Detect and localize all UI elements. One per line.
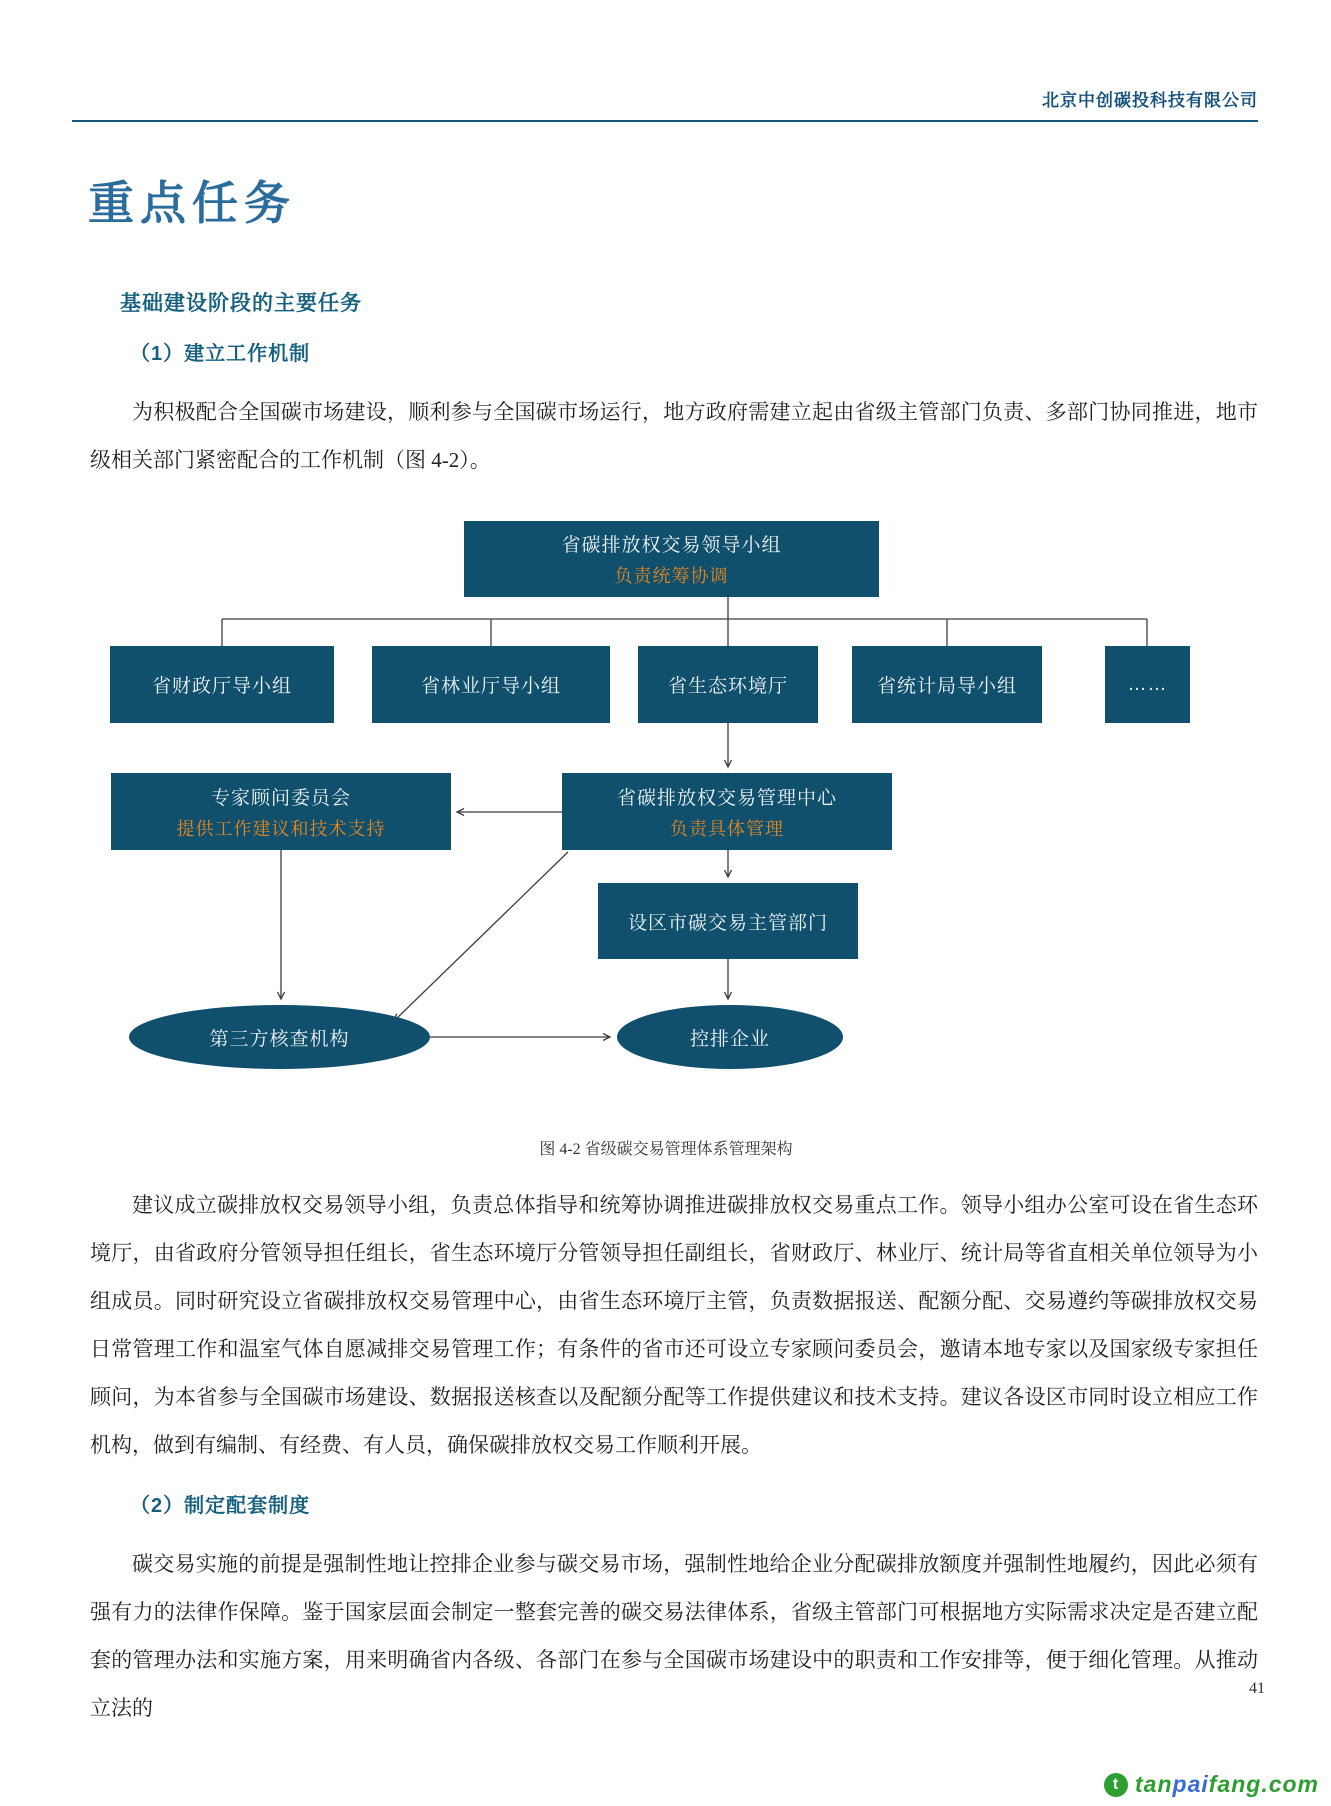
node-third-party-verifier-label: 第三方核查机构 bbox=[209, 1028, 350, 1050]
node-statistics-bureau-label: 省统计局导小组 bbox=[876, 676, 1017, 698]
node-city-authority-label: 设区市碳交易主管部门 bbox=[627, 912, 828, 934]
node-leading-group-subtitle: 负责统筹协调 bbox=[614, 566, 729, 587]
watermark-part-fang: fang bbox=[1208, 1771, 1262, 1797]
node-trading-center bbox=[562, 773, 892, 850]
body-paragraph-1: 为积极配合全国碳市场建设，顺利参与全国碳市场运行，地方政府需建立起由省级主管部门负责、多部门协同推进，地市级相关部门紧密配合的工作机制（图 4-2）。 bbox=[90, 400, 1258, 473]
node-leading-group bbox=[464, 521, 879, 597]
node-expert-committee bbox=[111, 773, 451, 850]
node-expert-committee-title: 专家顾问委员会 bbox=[210, 787, 351, 809]
watermark-part-com: .com bbox=[1261, 1771, 1319, 1797]
node-forestry-dept-label: 省林业厅导小组 bbox=[420, 676, 561, 698]
node-ellipsis-others-label: …… bbox=[1127, 673, 1168, 695]
org-chart-canvas bbox=[82, 518, 1250, 1080]
arrow-center-to-verifier-diagonal bbox=[394, 852, 568, 1021]
body-paragraph-3: 碳交易实施的前提是强制性地让控排企业参与碳交易市场，强制性地给企业分配碳排放额度并强制性地履约，因此必须有强有力的法律作保障。鉴于国家层面会制定一整套完善的碳交易法律体系，省级主管部门可根据地方实际需求决定是否建立配套的管理办法和实施方案，用来明确省内各级、各部门在参与全国碳市场建设中的职责和工作安排等，便于细化管理。从推动立法的 bbox=[90, 1552, 1258, 1721]
node-ecology-dept-label: 省生态环境厅 bbox=[667, 676, 788, 698]
tanpaifang-logo-icon: t bbox=[1104, 1773, 1128, 1797]
node-ellipsis-others bbox=[1105, 646, 1190, 723]
watermark-part-pai: pai bbox=[1172, 1771, 1209, 1797]
node-controlled-enterprise bbox=[617, 1005, 843, 1069]
node-ecology-dept bbox=[638, 646, 818, 723]
node-leading-group-title: 省碳排放权交易领导小组 bbox=[561, 535, 782, 557]
node-finance-dept bbox=[110, 646, 334, 723]
node-trading-center-subtitle: 负责具体管理 bbox=[670, 818, 784, 839]
node-trading-center-title: 省碳排放权交易管理中心 bbox=[616, 787, 837, 809]
header-rule bbox=[72, 120, 1258, 122]
page-header bbox=[0, 0, 1331, 122]
node-statistics-bureau bbox=[852, 646, 1042, 723]
watermark-text bbox=[1135, 1771, 1319, 1798]
node-finance-dept-label: 省财政厅导小组 bbox=[151, 676, 292, 698]
watermark-part-tan: tan bbox=[1135, 1771, 1173, 1797]
tanpaifang-watermark[interactable] bbox=[1104, 1771, 1319, 1798]
node-third-party-verifier bbox=[129, 1005, 430, 1069]
section-heading: 基础建设阶段的主要任务 bbox=[120, 292, 362, 316]
body-paragraph-2: 建议成立碳排放权交易领导小组，负责总体指导和统筹协调推进碳排放权交易重点工作。领导小组办公室可设在省生态环境厅，由省政府分管领导担任组长，省生态环境厅分管领导担任副组长，省财政厅、林业厅、统计局等省直相关单位领导为小组成员。同时研究设立省碳排放权交易管理中心，由省生态环境厅主管，负责数据报送、配额分配、交易遵约等碳排放权交易日常管理工作和温室气体自愿减排交易管理工作；有条件的省市还可设立专家顾问委员会，邀请本地专家以及国家级专家担任顾问，为本省参与全国碳市场建设、数据报送核查以及配额分配等工作提供建议和技术支持。建议各设区市同时设立相应工作机构，做到有编制、有经费、有人员，确保碳排放权交易工作顺利开展。 bbox=[90, 1193, 1258, 1458]
figure-caption: 图 4-2 省级碳交易管理体系管理架构 bbox=[539, 1141, 793, 1159]
subsection-2-heading: （2）制定配套制度 bbox=[130, 1495, 311, 1518]
org-chart-figure bbox=[82, 518, 1250, 1159]
node-expert-committee-subtitle: 提供工作建议和技术支持 bbox=[176, 818, 386, 839]
page-title: 重点任务 bbox=[88, 178, 296, 229]
node-city-authority bbox=[598, 883, 858, 959]
subsection-1-heading: （1）建立工作机制 bbox=[130, 343, 311, 366]
page-number: 41 bbox=[1249, 1680, 1265, 1697]
node-forestry-dept bbox=[372, 646, 610, 723]
node-controlled-enterprise-label: 控排企业 bbox=[689, 1028, 770, 1050]
company-name: 北京中创碳投科技有限公司 bbox=[1042, 91, 1258, 110]
